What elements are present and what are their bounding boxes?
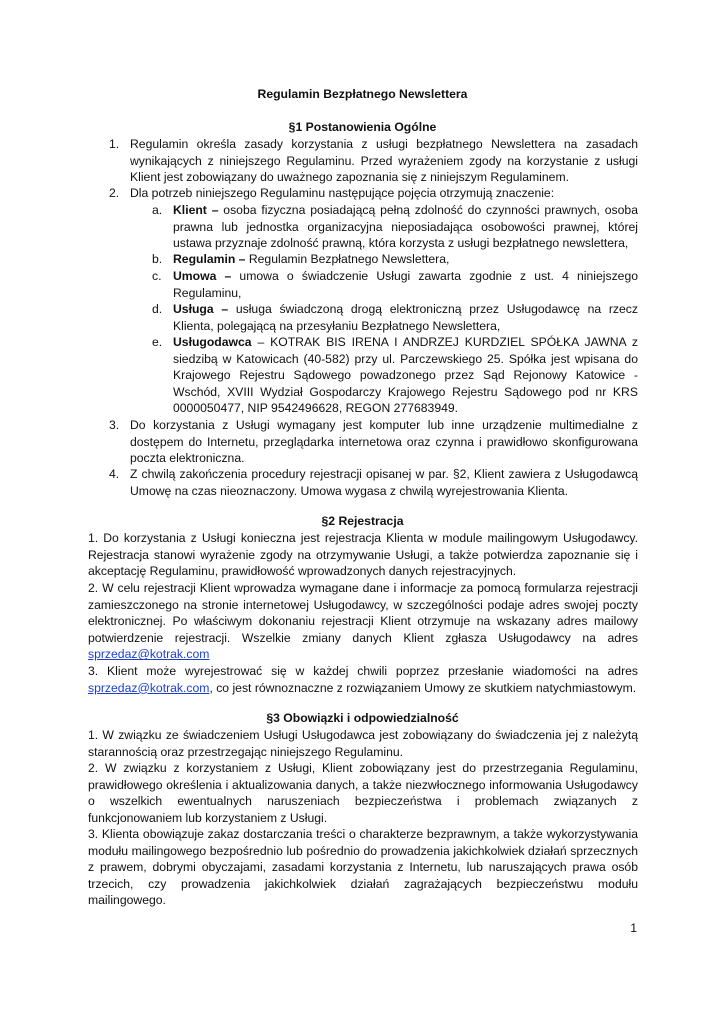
s2-paragraph-3-end: , co jest równoznaczne z rozwiązaniem Umowy ze skutkiem natychmiastowym.	[209, 680, 637, 695]
def-b-term: Regulamin –	[173, 252, 246, 266]
s1-item-1-number: 1.	[109, 137, 120, 151]
section-1-heading: §1 Postanowienia Ogólne	[288, 120, 437, 134]
definition-uslugodawca	[173, 334, 638, 417]
def-e-text: – KOTRAK BIS IRENA I ANDRZEJ KURDZIEL SPÓŁKA JAWNA z siedzibą w Katowicach (40-582) przy ul. Parczewskiego 25. Spółka jest wpisana do Krajowego Rejestru Sądowego powadzonego przez Sąd Rejonowy Katowice - Wschód, XVIII Wydział Gospodarczy Krajowego Rejestru Sądowego pod nr KRS 0000050477, NIP 9542496628, REGON 277683949.	[173, 335, 638, 416]
def-d-term: Usługa –	[173, 302, 229, 316]
document-title: Regulamin Bezpłatnego Newslettera	[257, 87, 468, 101]
email-link-changes[interactable]: sprzedaz@kotrak.com	[88, 647, 210, 662]
s1-item-1: Regulamin określa zasady korzystania z usługi bezpłatnego Newslettera na zasadach wynikających z niniejszego Regulaminu. Przed wyrażeniem zgody na korzystanie z usługi Klient jest zobowiązany do uważnego zapoznania się z niniejszym Regulaminem.	[130, 137, 638, 185]
s2-paragraph-2-text: 2. W celu rejestracji Klient wprowadza wymagane dane i informacje za pomocą formularza rejestracji zamieszczonego na stronie internetowej Usługodawcy, w szczególności podaje adres swojej poczty elektronicznej. Po właściwym dokonaniu rejestracji Klient otrzymuje na wskazany adres mailowy potwierdzenie rejestracji. Wszelkie zmiany danych Klient zgłasza Usługodawcy na adres	[88, 581, 638, 645]
def-d-letter: d.	[152, 302, 163, 316]
s1-item-4-number: 4.	[109, 467, 120, 481]
s3-paragraph-2: 2. W związku z korzystaniem z Usługi, Klient zobowiązany jest do przestrzegania Regulaminu, prawidłowego określenia i aktualizowania danych, a także niezwłocznego informowania Usługodawcy o wszelkich ewentualnych naruszeniach bezpieczeństwa i problemach związanych z funkcjonowaniem lub korzystaniem z Usługi.	[88, 761, 638, 825]
s1-item-2: Dla potrzeb niniejszego Regulaminu następujące pojęcia otrzymują znaczenie:	[130, 186, 555, 200]
def-a-letter: a.	[152, 203, 163, 217]
def-c-text: umowa o świadczenie Usługi zawarta zgodnie z ust. 4 niniejszego Regulaminu,	[173, 269, 638, 300]
s2-paragraph-1: 1. Do korzystania z Usługi konieczna jest rejestracja Klienta w module mailingowym Usługodawcy. Rejestracja stanowi wyrażenie zgody na otrzymywanie Usługi, a także potwierdza zapoznanie się i akceptację Regulaminu, prawidłowość wprowadzonych danych rejestracyjnych.	[88, 531, 638, 579]
s1-item-2-number: 2.	[109, 186, 120, 200]
s3-paragraph-3: 3. Klienta obowiązuje zakaz dostarczania treści o charakterze bezprawnym, a także wykorzystywania modułu mailingowego bezpośrednio lub pośrednio do prowadzenia jakichkolwiek działań sprzecznych z prawem, dobrymi obyczajami, zasadami korzystania z Internetu, lub naruszających prawa osób trzecich, czy prowadzenia jakichkolwiek działań zagrażających bezpieczeństwu modułu mailingowego.	[88, 827, 638, 908]
def-a-text: osoba fizyczna posiadającą pełną zdolność do czynności prawnych, osoba prawna lub jednostka organizacyjna nieposiadająca osobowości prawnej, której ustawa przyznaje zdolność prawną, która korzysta z usługi bezpłatnego newslettera,	[173, 203, 638, 251]
def-e-term: Usługodawca	[173, 335, 252, 349]
definition-umowa	[173, 268, 638, 301]
def-c-term: Umowa –	[173, 269, 232, 283]
s2-paragraph-3	[88, 663, 638, 696]
s1-item-3-number: 3.	[109, 418, 120, 432]
section-3-heading: §3 Obowiązki i odpowiedzialność	[266, 711, 459, 725]
def-d-text: usługa świadczoną drogą elektroniczną przez Usługodawcę na rzecz Klienta, polegającą na przesyłaniu Bezpłatnego Newslettera,	[173, 302, 638, 333]
s3-paragraph-1: 1. W związku ze świadczeniem Usługi Usługodawca jest zobowiązany do świadczenia jej z należytą starannością oraz przestrzegając niniejszego Regulaminu.	[88, 728, 638, 759]
def-b-text: Regulamin Bezpłatnego Newslettera,	[245, 252, 450, 266]
def-b-letter: b.	[152, 252, 163, 266]
def-c-letter: c.	[152, 269, 162, 283]
def-a-term: Klient –	[173, 203, 219, 217]
s2-paragraph-3-start: 3. Klient może wyrejestrować się w każdej chwili poprzez przesłanie wiadomości na adres	[88, 664, 638, 678]
email-link-unsubscribe[interactable]: sprzedaz@kotrak.com	[88, 680, 210, 695]
section-2-heading: §2 Rejestracja	[321, 514, 404, 528]
definition-regulamin	[173, 251, 638, 268]
s1-item-3: Do korzystania z Usługi wymagany jest komputer lub inne urządzenie multimedialne z dostępem do Internetu, przeglądarka internetowa oraz czynna i prawidłowo skonfigurowana poczta elektroniczna.	[130, 418, 638, 466]
page-number: 1	[630, 921, 637, 935]
def-e-letter: e.	[152, 335, 163, 349]
s1-item-4: Z chwilą zakończenia procedury rejestracji opisanej w par. §2, Klient zawiera z Usługodawcą Umowę na czas nieoznaczony. Umowa wygasa z chwilą wyrejestrowania Klienta.	[130, 467, 638, 498]
definition-klient	[173, 202, 638, 252]
definition-usluga	[173, 301, 638, 334]
s2-paragraph-2	[88, 580, 638, 663]
